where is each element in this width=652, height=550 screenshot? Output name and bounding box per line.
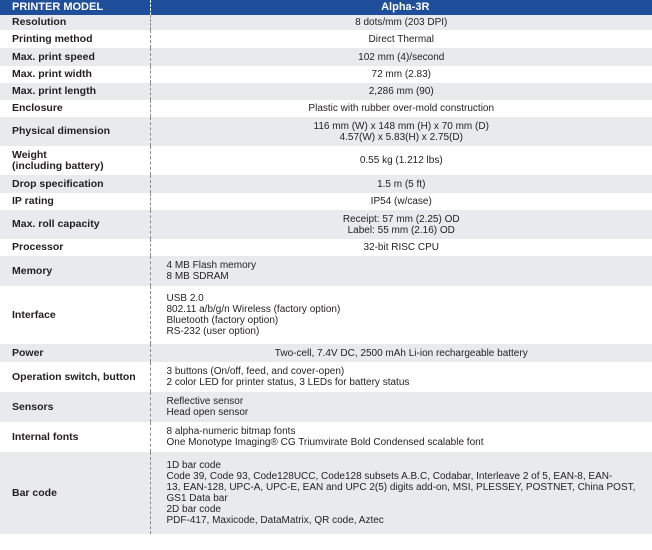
- row-value: 102 mm (4)/second: [150, 48, 652, 66]
- table-row: [0, 256, 652, 286]
- row-label: Bar code: [0, 452, 150, 534]
- header-label: PRINTER MODEL: [0, 0, 150, 15]
- row-label: Weight (including battery): [0, 146, 150, 175]
- table-row: [0, 146, 652, 175]
- row-value: Plastic with rubber over-mold construction: [150, 100, 652, 117]
- row-label: Max. print length: [0, 83, 150, 100]
- row-label: Physical dimension: [0, 117, 150, 146]
- row-label: Printing method: [0, 30, 150, 48]
- row-value: Receipt: 57 mm (2.25) OD Label: 55 mm (2.16) OD: [150, 210, 652, 239]
- table-row: [0, 175, 652, 193]
- row-label: IP rating: [0, 193, 150, 210]
- row-value: 32-bit RISC CPU: [150, 239, 652, 256]
- row-label: Interface: [0, 286, 150, 344]
- row-label: Sensors: [0, 392, 150, 422]
- row-value: Two-cell, 7.4V DC, 2500 mAh Li-ion rechargeable battery: [150, 344, 652, 362]
- row-label: Drop specification: [0, 175, 150, 193]
- table-row: [0, 362, 652, 392]
- header-model: Alpha-3R: [150, 0, 652, 15]
- row-label: Internal fonts: [0, 422, 150, 452]
- table-row: [0, 452, 652, 534]
- table-header-row: [0, 0, 652, 15]
- row-label: Max. print speed: [0, 48, 150, 66]
- table-row: [0, 239, 652, 256]
- row-value: 8 dots/mm (203 DPI): [150, 15, 652, 30]
- row-value: 3 buttons (On/off, feed, and cover-open) 2 color LED for printer status, 3 LEDs for battery status: [150, 362, 652, 392]
- row-label: Processor: [0, 239, 150, 256]
- row-value: Reflective sensor Head open sensor: [150, 392, 652, 422]
- table-row: [0, 392, 652, 422]
- spec-rows: [0, 15, 652, 534]
- row-value: 1.5 m (5 ft): [150, 175, 652, 193]
- table-row: [0, 83, 652, 100]
- row-value: 2,286 mm (90): [150, 83, 652, 100]
- table-row: [0, 344, 652, 362]
- table-row: [0, 422, 652, 452]
- row-label: Power: [0, 344, 150, 362]
- row-label: Enclosure: [0, 100, 150, 117]
- table-row: [0, 100, 652, 117]
- row-label: Operation switch, button: [0, 362, 150, 392]
- row-label: Max. print width: [0, 66, 150, 83]
- table-row: [0, 117, 652, 146]
- table-row: [0, 286, 652, 344]
- row-value: Direct Thermal: [150, 30, 652, 48]
- table-row: [0, 15, 652, 30]
- table-row: [0, 193, 652, 210]
- row-label: Resolution: [0, 15, 150, 30]
- row-label: Max. roll capacity: [0, 210, 150, 239]
- table-row: [0, 48, 652, 66]
- row-value: 0.55 kg (1.212 lbs): [150, 146, 652, 175]
- row-value: 116 mm (W) x 148 mm (H) x 70 mm (D) 4.57(W) x 5.83(H) x 2.75(D): [150, 117, 652, 146]
- row-value: 1D bar code Code 39, Code 93, Code128UCC, Code128 subsets A.B.C, Codabar, Interleave 2 of 5, EAN-8, EAN- 13, EAN-128, UPC-A, UPC-E, EAN and UPC 2(5) digits add-on, MSI, PLESSEY, POSTNET, China POST, GS1 Data bar 2D bar code PDF-417, Maxicode, DataMatrix, QR code, Aztec: [150, 452, 652, 534]
- table-row: [0, 30, 652, 48]
- row-value: 8 alpha-numeric bitmap fonts One Monotype Imaging® CG Triumvirate Bold Condensed scalable font: [150, 422, 652, 452]
- row-value: 72 mm (2.83): [150, 66, 652, 83]
- row-value: USB 2.0 802.11 a/b/g/n Wireless (factory option) Bluetooth (factory option) RS-232 (user option): [150, 286, 652, 344]
- table-row: [0, 66, 652, 83]
- row-value: IP54 (w/case): [150, 193, 652, 210]
- row-value: 4 MB Flash memory 8 MB SDRAM: [150, 256, 652, 286]
- table-row: [0, 210, 652, 239]
- row-label: Memory: [0, 256, 150, 286]
